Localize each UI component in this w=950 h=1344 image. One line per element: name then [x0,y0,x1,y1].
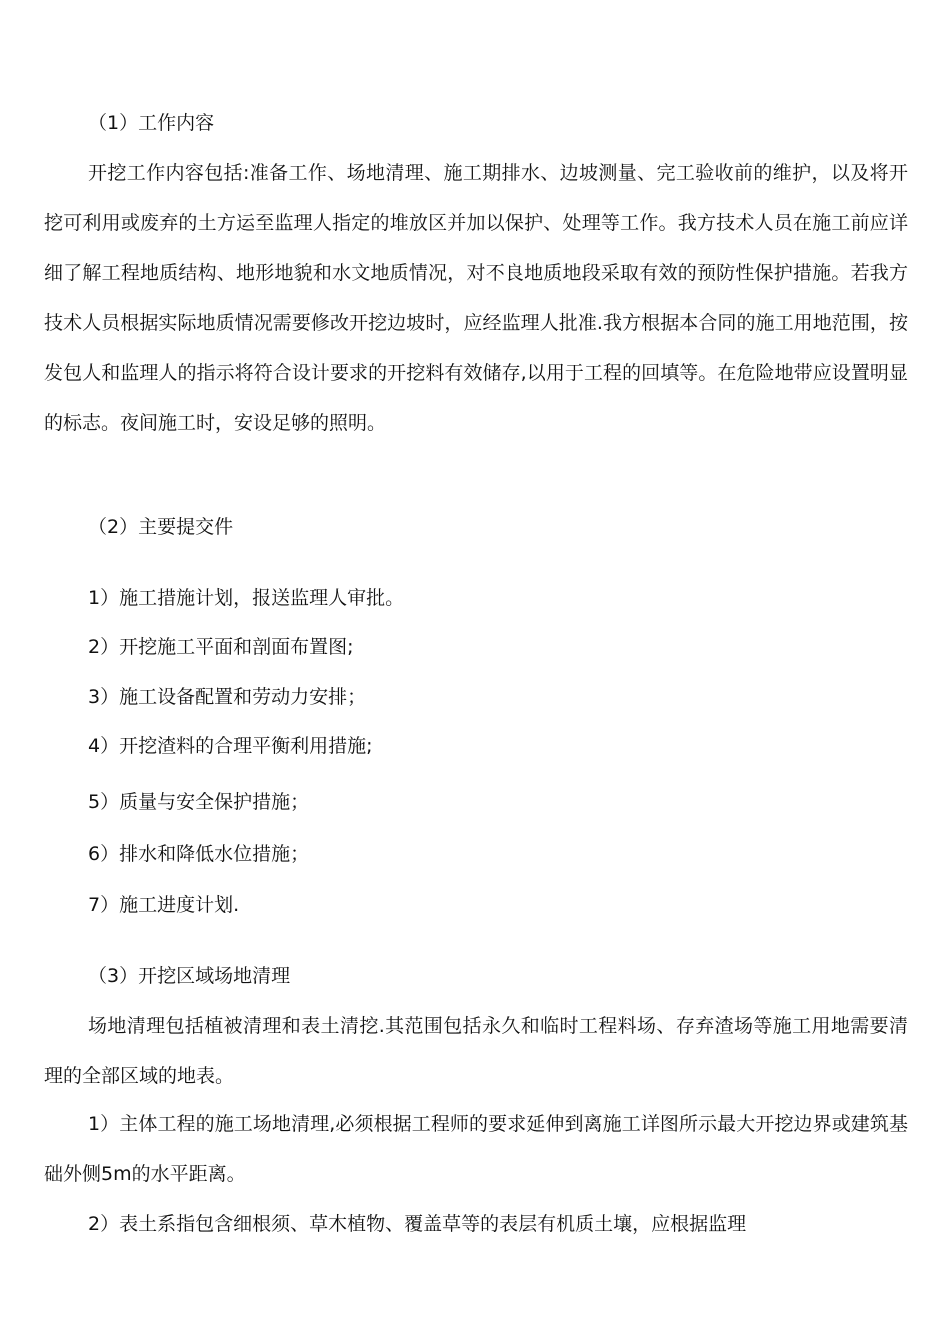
submittal-item-2: 2）开挖施工平面和剖面布置图; [88,636,354,658]
submittal-item-3: 3）施工设备配置和劳动力安排； [88,686,367,708]
submittal-item-6: 6）排水和降低水位措施； [88,843,310,865]
submittal-item-1: 1）施工措施计划，报送监理人审批。 [88,587,405,609]
section-2-heading: （2）主要提交件 [88,516,234,538]
submittal-item-5: 5）质量与安全保护措施； [88,791,310,813]
section-1-paragraph: 开挖工作内容包括:准备工作、场地清理、施工期排水、边坡测量、完工验收前的维护，以及将开挖可利用或废弃的土方运至监理人指定的堆放区并加以保护、处理等工作。我方技术人员在施工前应详细了解工程地质结构、地形地貌和水文地质情况，对不良地质地段采取有效的预防性保护措施。若我方技术人员根据实际地质情况需要修改开挖边坡时，应经监理人批准.我方根据本合同的施工用地范围，按发包人和监理人的指示将符合设计要求的开挖料有效储存,以用于工程的回填等。在危险地带应设置明显的标志。夜间施工时，安设足够的照明。 [44,162,908,434]
section-3-heading: （3）开挖区域场地清理 [88,965,291,987]
submittal-item-4: 4）开挖渣料的合理平衡利用措施; [88,735,373,757]
submittal-item-7: 7）施工进度计划. [88,894,240,916]
clearing-item-2: 2）表土系指包含细根须、草木植物、覆盖草等的表层有机质土壤，应根据监理 [88,1213,747,1235]
section-1-heading: （1）工作内容 [88,112,215,134]
section-3-paragraph: 场地清理包括植被清理和表土清挖.其范围包括永久和临时工程料场、存弃渣场等施工用地需要清理的全部区域的地表。 [44,1015,908,1087]
clearing-item-1: 1）主体工程的施工场地清理,必须根据工程师的要求延伸到离施工详图所示最大开挖边界或建筑基础外侧5m的水平距离。 [44,1113,908,1185]
